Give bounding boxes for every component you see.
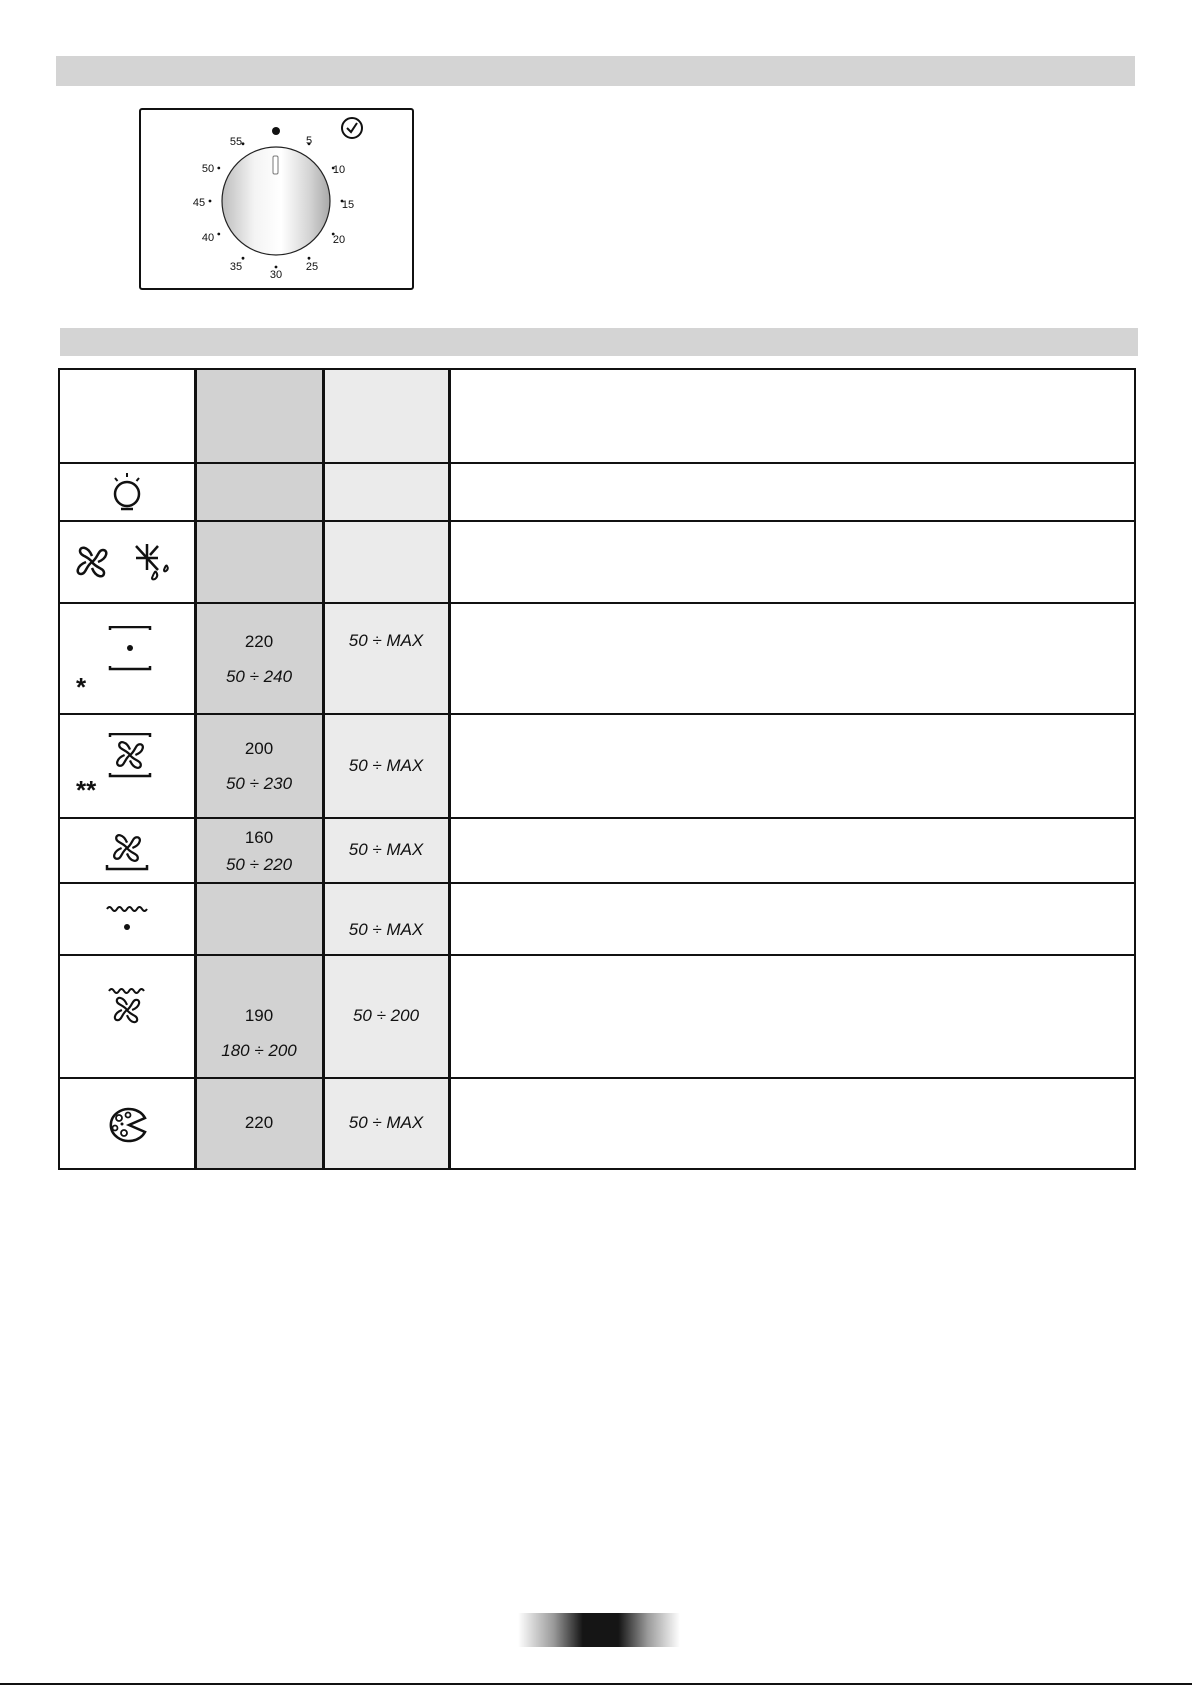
fan-grill-icon: [105, 985, 149, 1029]
footnote-mark: *: [76, 672, 87, 702]
page-number-tab: [518, 1613, 680, 1647]
setting-range: 50 ÷ 200: [352, 1006, 420, 1025]
header-cell-symbol: [59, 369, 195, 463]
temperature-range: 180 ÷ 200: [221, 1041, 297, 1060]
symbol-cell: [59, 955, 195, 1078]
dial-label-50: 50: [201, 163, 215, 175]
setting-range: 50 ÷ MAX: [348, 840, 424, 859]
dial-tick: [242, 257, 245, 260]
temperature-range: 50 ÷ 240: [225, 666, 293, 686]
symbol-cell: [59, 463, 195, 521]
dial-label-15: 15: [341, 199, 355, 211]
knob-indicator: [273, 156, 278, 174]
dial-label-35: 35: [229, 261, 243, 273]
dial-label-45: 45: [192, 197, 206, 209]
dial-label-40: 40: [201, 232, 215, 244]
temperature-value: 220: [244, 631, 274, 651]
setting-range: 50 ÷ MAX: [348, 755, 424, 775]
temperature-value: 190: [244, 1006, 274, 1025]
dial-label-30: 30: [269, 269, 283, 281]
dial-label-10: 10: [332, 164, 346, 176]
table-row: [59, 521, 1135, 603]
dial-tick: [275, 266, 278, 269]
fan-defrost-icon: [72, 540, 182, 584]
header-cell-description: [449, 369, 1135, 463]
temperature-range: 50 ÷ 220: [225, 854, 293, 874]
dial-label-25: 25: [305, 261, 319, 273]
dial-label-55: 55: [229, 136, 243, 148]
header-cell-range: [323, 369, 449, 463]
table-row: [59, 1078, 1135, 1169]
table-header-row: [59, 369, 1135, 463]
setting-range: 50 ÷ MAX: [348, 631, 424, 650]
dial-tick: [308, 257, 311, 260]
table-row: [59, 955, 1135, 1078]
grill-icon: [105, 897, 149, 941]
minute-timer-panel: [139, 108, 414, 290]
table-row: [59, 463, 1135, 521]
temperature-value: 200: [244, 739, 274, 758]
programme-table: [58, 368, 1136, 1170]
table-row: [59, 883, 1135, 955]
fan-forced-heating-icon: [108, 733, 152, 781]
header-cell-temperature: [195, 369, 323, 463]
timer-dial-drawing: [141, 110, 412, 288]
section-header-bar-timer: [56, 56, 1135, 86]
dial-tick: [209, 200, 212, 203]
zero-position-dot: [272, 127, 280, 135]
dial-label-20: 20: [332, 234, 346, 246]
symbol-cell: [59, 1078, 195, 1169]
symbol-cell: [59, 603, 195, 714]
symbol-cell: [59, 714, 195, 818]
table-row: [59, 818, 1135, 883]
footnote-mark: **: [76, 775, 97, 805]
symbol-cell: [59, 883, 195, 955]
temperature-range: 50 ÷ 230: [225, 774, 293, 793]
temperature-value: 160: [244, 827, 274, 847]
conventional-heating-icon: [108, 626, 152, 674]
symbol-cell: [59, 521, 195, 603]
setting-range: 50 ÷ MAX: [348, 1113, 424, 1132]
pizza-icon: [103, 1104, 151, 1144]
dial-label-5: 5: [305, 135, 313, 147]
clock-icon: [342, 118, 362, 138]
temperature-value: 220: [244, 1113, 274, 1132]
table-row: [59, 714, 1135, 818]
fan-bottom-heating-icon: [105, 829, 149, 873]
lamp-icon: [105, 470, 149, 514]
table-row: [59, 603, 1135, 714]
setting-range: 50 ÷ MAX: [348, 920, 424, 939]
dial-tick: [217, 167, 220, 170]
dial-tick: [217, 233, 220, 236]
section-header-bar-programmes: [60, 328, 1138, 356]
symbol-cell: [59, 818, 195, 883]
